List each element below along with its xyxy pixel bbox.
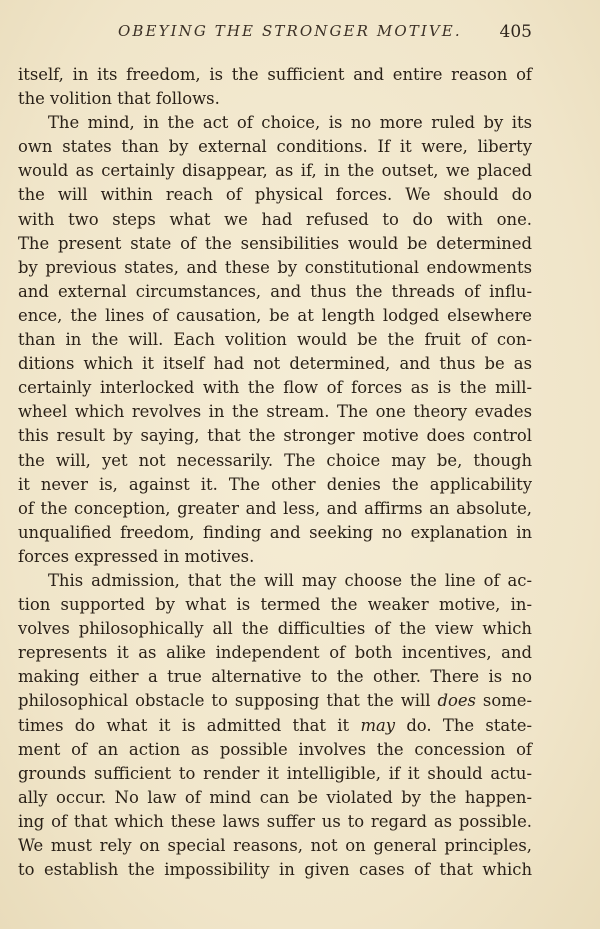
text-line: represents it as alike independent of both incentives, and — [18, 643, 532, 663]
text-line: grounds sufficient to render it intelligible, if it should actu- — [18, 763, 532, 783]
text-line: ence, the lines of causation, be at length lodged elsewhere — [18, 305, 532, 325]
text-line: times do what it is admitted that it may do. The state- — [18, 715, 532, 735]
text-line: of the conception, greater and less, and affirms an absolute, — [18, 498, 532, 518]
text-line: to establish the impossibility in given cases of that which — [18, 860, 532, 880]
text-line: the will, yet not necessarily. The choice may be, though — [18, 450, 532, 470]
text-line: ing of that which these laws suffer us to regard as possible. — [18, 811, 532, 831]
text-line: forces expressed in motives. — [18, 546, 255, 566]
text-line: by previous states, and these by constitutional endowments — [18, 257, 532, 277]
emphasis: does — [437, 691, 476, 711]
text-line: this result by saying, that the stronger motive does control — [18, 426, 532, 446]
text-line: making either a true alternative to the other. There is no — [18, 667, 532, 687]
text-line: The present state of the sensibilities would be determined — [18, 233, 532, 253]
text-line: This admission, that the will may choose the line of ac- — [48, 570, 532, 590]
text-line: We must rely on special reasons, not on general principles, — [18, 836, 532, 855]
body-text — [18, 63, 532, 882]
text-line: would as certainly disappear, as if, in the outset, we placed — [18, 161, 532, 181]
text-line: ally occur. No law of mind can be violated by the happen- — [18, 787, 532, 807]
text-line: and external circumstances, and thus the threads of influ- — [18, 281, 532, 301]
text-line: the will within reach of physical forces. We should do — [18, 185, 532, 205]
text-line: certainly interlocked with the flow of forces as is the mill- — [18, 378, 532, 398]
text-line: it never is, against it. The other denies the applicability — [18, 474, 532, 494]
running-head: OBEYING THE STRONGER MOTIVE. — [118, 22, 462, 40]
text-line: itself, in its freedom, is the sufficient and entire reason of — [18, 65, 532, 84]
text-line: unqualified freedom, finding and seeking no explanation in — [18, 522, 532, 542]
text-line: The mind, in the act of choice, is no more ruled by its — [48, 113, 532, 133]
text-line: wheel which revolves in the stream. The one theory evades — [18, 402, 532, 422]
text-line: ment of an action as possible involves the concession of — [18, 739, 532, 759]
text-line: own states than by external conditions. If it were, liberty — [18, 137, 532, 157]
text-line: tion supported by what is termed the weaker motive, in- — [18, 595, 532, 615]
text-line: than in the will. Each volition would be the fruit of con- — [18, 330, 532, 350]
page-header — [18, 22, 532, 46]
emphasis: may — [360, 715, 396, 735]
text-line: volves philosophically all the difficulties of the view which — [18, 619, 532, 639]
text-line: with two steps what we had refused to do with one. — [18, 209, 532, 229]
text-line: the volition that follows. — [18, 89, 220, 109]
text-line: philosophical obstacle to supposing that the will does some- — [18, 691, 532, 711]
page-number: 405 — [499, 22, 532, 42]
text-line: ditions which it itself had not determined, and thus be as — [18, 354, 532, 374]
